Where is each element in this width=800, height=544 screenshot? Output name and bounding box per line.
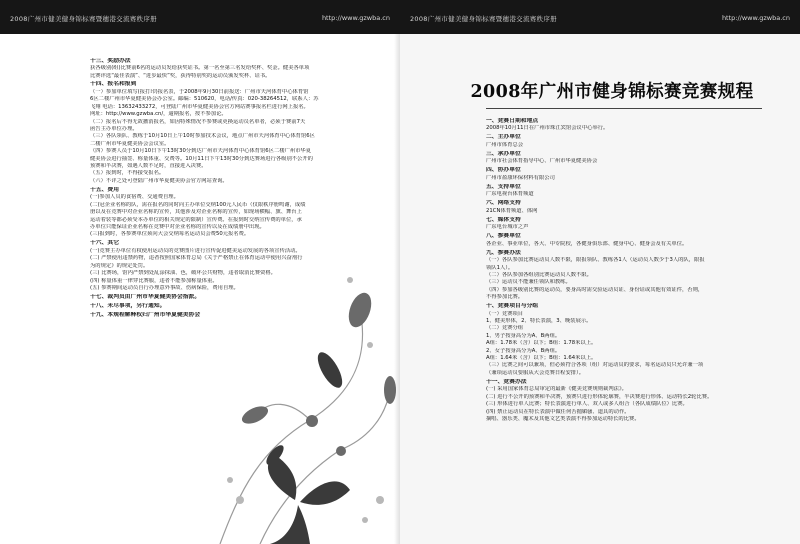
text-line: 广州市盈康环保材料有限公司 — [486, 174, 555, 181]
text-line: 广州市社会体育指导中心、广州市华夏健美协会 — [486, 158, 598, 165]
text-line: (四) 禁止运动员在特长表演中做任何舌抛媚骚、道具的动作。 — [486, 408, 630, 415]
left-text-column — [90, 56, 358, 320]
text-line: （一）参加单位填写(报打印)报名表，于2008年9月30日前报送：广州市天河体育中心体育馆 — [90, 89, 309, 95]
section-heading: 十四、报名和报到 — [90, 81, 137, 88]
section-heading: 二、主办单位 — [486, 134, 521, 140]
text-line: 2008年10月11日在广州市珠江宾馆会议中心举行。 — [486, 125, 609, 132]
text-line: (二) 进行不公开的预赛和半决赛，预赛只进行形体轮廓赛，半决赛进行形体、运动特长2轮比赛。 — [486, 393, 713, 400]
text-line: 2、女子按身高分为A、B两组。 — [486, 347, 561, 354]
text-line: (二)冠企业名称的队，需在报名的同时向主办单位交纳100元人民币（仅限秩序册鸣谢，成绩 — [90, 201, 306, 208]
text-line: （五）报到时，不得接受报名。 — [90, 170, 165, 177]
section-heading: 十五、费用 — [90, 186, 119, 193]
section-heading: 七、媒体支持 — [486, 216, 521, 223]
text-line: 健美协会进行抽签、称量体重、交费等。10月11日下午13时30分到达赛场进行各级别不公开的 — [90, 155, 313, 162]
text-line: 预赛和半决赛，如遇人数不足时，直接进入决赛。 — [90, 163, 207, 170]
text-line: 网址：http://www.gzwba.cn/，逾期报名，按不参加论。 — [90, 111, 227, 118]
text-line: 获各级别(组)比赛前6名的运动员发给获奖证书。第一名至第三名发给奖杯、奖金。健美各单项 — [90, 65, 310, 72]
text-line: 飞翔 电话：13632433272，可登陆广州市华夏健美协会官方网站赛事报名栏进行网上报名。 — [90, 103, 309, 110]
text-line: （三）比赛之间可以兼项，但必须符合各项（组）对运动员的要求，每名运动员只允许兼一项 — [486, 362, 704, 369]
section-heading: 五、支持单位 — [486, 183, 521, 190]
text-line: (一)竞赛主办单位有权使用运动员的竞赛图片进行宣传促进健美运动发展的各项宣传活动。 — [90, 247, 301, 254]
text-line: （三）运动员不能兼任领队和教练。 — [486, 279, 571, 286]
text-line: （二）竞赛分组 — [486, 325, 524, 332]
text-line: (三) 比赛场，馆内严禁到处乱涂抹油、色，破坏公共财物，违者取消比赛资格。 — [90, 270, 276, 277]
text-line: （四）参赛人员于10月10日下午13时30分到达广州市天河体育中心体育馆6区二楼广州市华夏 — [90, 148, 312, 155]
text-line: (一)参加人员的食宿费、交通费自理。 — [90, 194, 179, 201]
text-line: 1、健美形体，2、特长表演，3、晚装展示。 — [486, 318, 592, 325]
right-text-column — [486, 116, 762, 423]
text-line: 办单位只能保证企业名称在竞赛中对企业名称的宣传以及在成绩册中出现。 — [90, 224, 265, 230]
text-line: 广州市体育总会 — [486, 141, 524, 148]
section-heading: 十、竞赛项目与分组 — [486, 303, 539, 310]
section-heading: 三、承办单位 — [486, 150, 521, 157]
text-line: 册以及在竞赛中对企业名称的宣传，其他涉及对企业名称的宣传，如现场横幅、旗、舞台上 — [90, 209, 302, 216]
right-page — [400, 0, 800, 544]
text-line: (三)报到时，各参赛单位须向大会交纳每名运动员会费50元报名费。 — [90, 231, 250, 238]
text-line: （一）各队参加比赛运动员人数不限，限报领队、教练各1人（运动员人数少于3人的队，限报 — [486, 257, 705, 264]
text-line: (二) 严禁使用违禁药物，违者按照国家体育总局《关于严格禁止在体育运动中使用兴奋剂行 — [90, 255, 303, 262]
section-heading: 十九、本规程解释权归广州市华夏健美协会 — [90, 312, 201, 319]
section-heading: 十七、裁判员由广州市华夏健美协会指派。 — [90, 293, 201, 300]
right-header-url: http://www.gzwba.cn — [721, 14, 790, 22]
text-line: 1、男子按身高分为A、B两组。 — [486, 332, 561, 339]
text-line: 广东电视台体育频道 — [486, 191, 534, 198]
text-line: 摘唱、器乐类、魔术及其他文艺类表演不得参加运动特长的比赛。 — [486, 416, 640, 422]
text-line: 不得参加比赛。 — [486, 294, 524, 301]
text-line: 广东电台城市之声 — [486, 224, 529, 231]
text-line: （一）竞赛项目 — [486, 310, 524, 317]
page-title: 2008年广州市健身锦标赛竞赛规程 — [470, 82, 754, 102]
text-line: 21CN体育频道、体网 — [486, 207, 538, 214]
right-header-bar — [400, 0, 800, 34]
text-line: （兼项运动员要服从大会竞赛日程安排）。 — [486, 369, 584, 376]
section-heading: 十三、奖励办法 — [90, 57, 131, 64]
text-line: (三) 形体进行单人比赛；特长表演进行单人、双人或多人组合（各队成绩队位）比赛。 — [486, 401, 688, 408]
section-heading: 一、竞赛日期和地点 — [486, 117, 539, 124]
text-line: 各企业、事业单位，各大、中专院校，各健身俱乐部、健身中心、健身会及有关单位。 — [486, 240, 688, 247]
title-divider — [486, 108, 762, 109]
left-header-bar — [0, 0, 400, 34]
text-line: 领队1人）。 — [486, 264, 514, 271]
text-line: （三）各队领队、教练于10月10日上午10时参加技术会议，地点广州市天河体育中心体育馆6区 — [90, 133, 315, 140]
text-line: (五) 参赛期间运动员自行办理意外事故、伤病保险，费用自理。 — [90, 284, 239, 291]
text-line: (四) 称量体重一律穿比赛服，违者不能参加称量体重。 — [90, 277, 218, 284]
left-header-title: 2008广州市健美健身锦标赛暨穗港交流赛秩序册 — [10, 15, 157, 23]
left-header-url: http://www.gzwba.cn — [321, 14, 390, 22]
text-line: （四）参加各级别比赛的运动员，要身高时需交验运动员证、身份证或其他有效证件，否则， — [486, 286, 704, 293]
text-line: A组：1.64米（含）以下；B组：1.64米以上。 — [486, 355, 597, 362]
section-heading: 十六、其它 — [90, 240, 119, 247]
section-heading: 十一、竞赛办法 — [486, 378, 527, 385]
text-line: （六）不详之处可登陆广州市华夏健美协会官方网站查询。 — [90, 177, 228, 184]
text-line: 比赛评选“最佳表演”、“进步最快”奖，获得特别奖的运动员颁发奖杯、证书。 — [90, 72, 271, 79]
section-heading: 九、参赛办法 — [486, 249, 521, 256]
text-line: 为的规定》的规定处罚。 — [90, 262, 149, 269]
section-heading: 六、网络支持 — [486, 200, 521, 206]
text-line: （二）报名后不得无故撤消报名，如因特殊情况不参赛或更换运动员名单者，必须于赛前7天 — [90, 118, 306, 125]
text-line: (一) 采用国家体育总局审定的最新《健美竞赛规则裁判法》。 — [486, 386, 627, 393]
right-header-title: 2008广州市健美健身锦标赛暨穗港交流赛秩序册 — [410, 15, 557, 23]
section-heading: 四、协办单位 — [486, 167, 521, 173]
text-line: （二）各队参加各组别比赛运动员人数不限。 — [486, 271, 592, 278]
text-line: 6区二楼广州市华夏健美协会办公室。邮编：510620，电话/传真：020-38264512，联系人：苏 — [90, 96, 319, 103]
section-heading: 十八、未尽事项，另行通知。 — [90, 302, 166, 309]
text-line: A组：1.78米（含）以下；B组：1.78米以上。 — [486, 340, 597, 347]
text-line: 二楼广州市华夏健美协会会议室。 — [90, 140, 170, 147]
text-line: 运动着装等都必须受本办单位的相关规定的限制）宣传费。在报到时交纳宣传费的单位，承 — [90, 216, 302, 223]
section-heading: 八、参赛单位 — [486, 233, 521, 239]
text-line: 函告主办单位办理。 — [90, 126, 138, 133]
